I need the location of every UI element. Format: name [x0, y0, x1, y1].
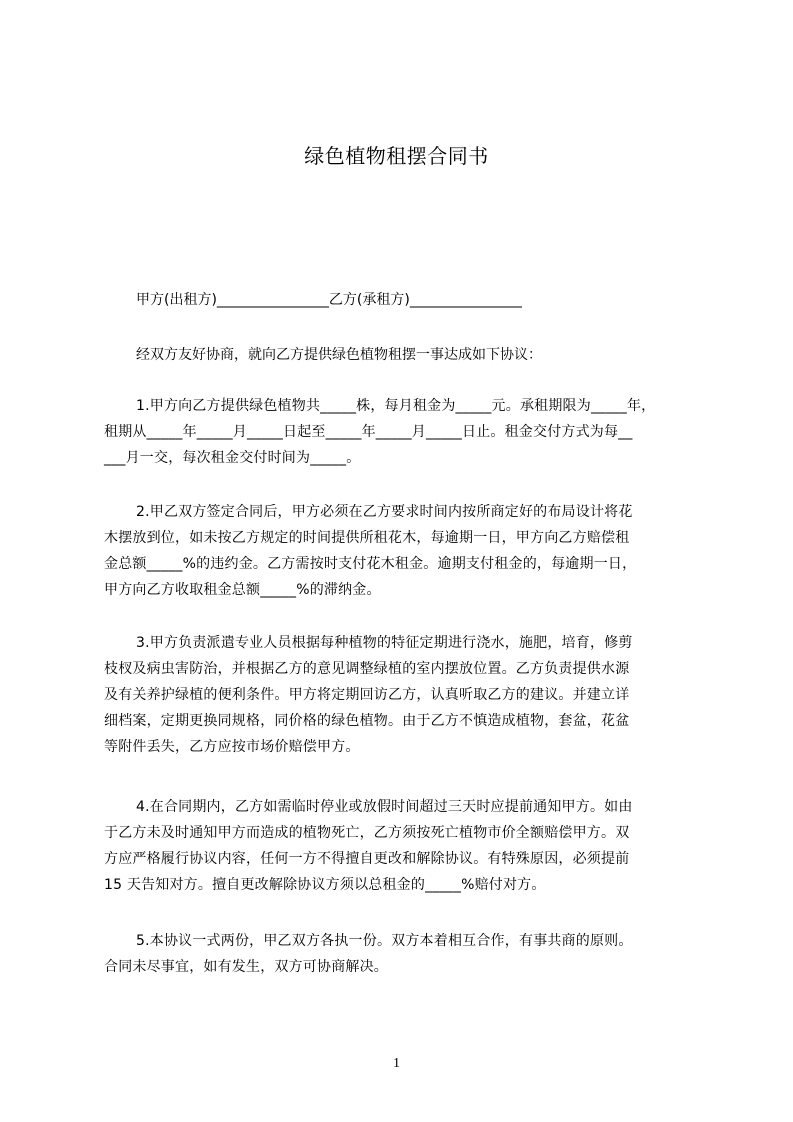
clause-line: 15 天告知对方。擅自更改解除协议方须以总租金的_____%赔付对方。 [104, 877, 546, 893]
clause-line: 及有关养护绿植的便利条件。甲方将定期回访乙方，认真听取乙方的建议。并建立详 [104, 687, 630, 703]
page-number: 1 [393, 1056, 400, 1071]
clause-line: 枝杈及病虫害防治，并根据乙方的意见调整绿植的室内摆放位置。乙方负责提供水源 [104, 661, 630, 677]
clause-line: 于乙方未及时通知甲方而造成的植物死亡，乙方须按死亡植物市价全额赔偿甲方。双 [104, 825, 630, 841]
clause-5 [104, 928, 724, 980]
clause-line: 3.甲方负责派遣专业人员根据每种植物的特征定期进行浇水，施肥，培育，修剪 [136, 635, 633, 651]
clause-line: ___月一交，每次租金交付时间为_____。 [104, 450, 361, 466]
clause-3 [104, 630, 724, 760]
clause-1 [104, 393, 724, 471]
clause-line: 木摆放到位，如未按乙方规定的时间提供所租花木，每逾期一日，甲方向乙方赔偿租 [104, 530, 630, 546]
clause-line: 合同未尽事宜，如有发生，双方可协商解决。 [104, 959, 388, 975]
clause-line: 1.甲方向乙方提供绿色植物共_____株，每月租金为_____元。承租期限为_____年， [136, 398, 656, 414]
clause-line: 方应严格履行协议内容，任何一方不得擅自更改和解除协议。有特殊原因，必须提前 [104, 851, 630, 867]
clause-line: 4.在合同期内，乙方如需临时停业或放假时间超过三天时应提前通知甲方。如由 [136, 799, 633, 815]
clause-line: 2.甲乙双方签定合同后，甲方必须在乙方要求时间内按所商定好的布局设计将花 [136, 504, 633, 520]
clause-line: 租期从_____年_____月_____日起至_____年_____月_____日止。租金交付方式为每__ [104, 424, 633, 440]
clause-line: 甲方向乙方收取租金总额_____%的滞纳金。 [104, 582, 381, 598]
clause-line: 等附件丢失，乙方应按市场价赔偿甲方。 [104, 739, 360, 755]
intro-paragraph: 经双方友好协商，就向乙方提供绿色植物租摆一事达成如下协议： [136, 347, 542, 363]
clause-4 [104, 794, 724, 898]
parties-line: 甲方(出租方)________________乙方(承租方)________________ [136, 292, 522, 308]
document-title: 绿色植物租摆合同书 [304, 144, 489, 168]
clause-line: 5.本协议一式两份，甲乙双方各执一份。双方本着相互合作，有事共商的原则。 [136, 933, 633, 949]
clause-2 [104, 499, 724, 603]
clause-line: 细档案，定期更换同规格，同价格的绿色植物。由于乙方不慎造成植物，套盆，花盆 [104, 713, 630, 729]
clause-line: 金总额_____%的违约金。乙方需按时支付花木租金。逾期支付租金的，每逾期一日， [104, 556, 637, 572]
